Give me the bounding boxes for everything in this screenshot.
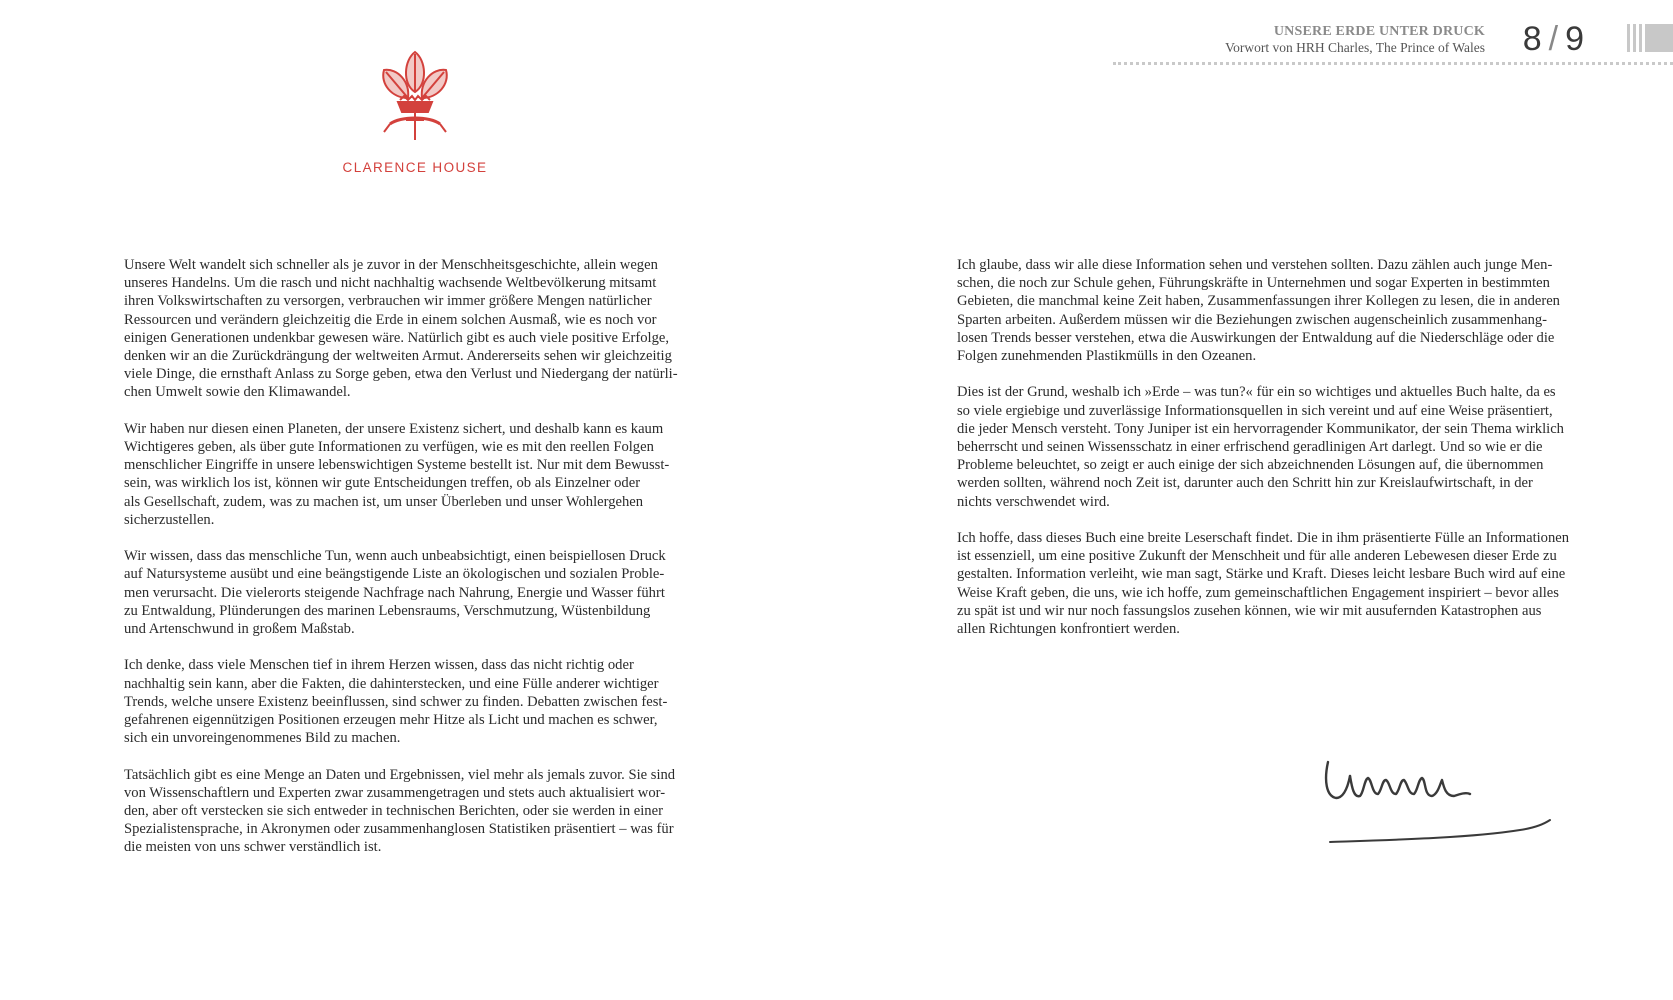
text-line: chen Umwelt sowie den Klimawandel. — [124, 384, 351, 401]
header-divider — [1113, 62, 1673, 65]
left-text-column — [124, 256, 724, 875]
text-line: Ich glaube, dass wir alle diese Information sehen und verstehen sollten. Dazu zählen auch junge Men- — [957, 257, 1553, 273]
text-line: ihren Volkswirtschaften zu versorgen, verbrauchen wir immer größere Mengen natürlicher — [124, 293, 652, 310]
chapter-subtitle: Vorwort von HRH Charles, The Prince of Wales — [1225, 40, 1485, 55]
text-line: nichts verschwendet wird. — [957, 493, 1110, 510]
text-line: Trends, welche unsere Existenz beeinflussen, sind schwer zu finden. Debatten zwischen fest- — [124, 693, 668, 710]
paragraph — [957, 383, 1617, 510]
handwritten-signature-icon — [1320, 740, 1560, 850]
text-line: unseres Handelns. Um die rasch und nicht nachhaltig wachsende Weltbevölkerung mitsamt — [124, 275, 657, 292]
text-line: viele Dinge, die ernsthaft Anlass zu Sorge geben, etwa den Verlust und Niedergang der natürli- — [124, 366, 678, 383]
text-line: und Artenschwund in großem Maßstab. — [124, 621, 355, 638]
letterhead-label: CLARENCE HOUSE — [342, 160, 488, 175]
text-line: Folgen zunehmenden Plastikmülls in den Ozeanen. — [957, 348, 1257, 365]
text-line: Wichtigeres geben, als über gute Informationen zu verfügen, wie es mit den reellen Folgen — [124, 439, 654, 456]
text-line: Ich denke, dass viele Menschen tief in ihrem Herzen wissen, dass das nicht richtig oder — [124, 657, 634, 674]
text-line: denken wir an die Zurückdrängung der weltweiten Armut. Andererseits sehen wir gleichzeitig — [124, 348, 672, 365]
text-line: Sparten arbeiten. Außerdem müssen wir die Beziehungen zwischen augenscheinlich zusammenhang- — [957, 311, 1548, 328]
text-line: Wir wissen, dass das menschliche Tun, wenn auch unbeabsichtigt, einen beispiellosen Druck — [124, 548, 666, 565]
page-current: 8 — [1522, 20, 1543, 58]
paragraph — [124, 766, 724, 857]
paragraph — [957, 529, 1617, 638]
text-line: beherrscht und seinen Wissensschatz in einer erfrischend geradlinigen Art darlegt. Und so wie er die — [957, 439, 1543, 456]
text-line: Ressourcen und verändern gleichzeitig die Erde in einem solchen Ausmaß, wie es noch vor — [124, 311, 657, 328]
text-line: als Gesellschaft, zudem, was zu machen ist, um unser Überleben und unser Wohlergehen — [124, 493, 644, 510]
text-line: nachhaltig sein kann, aber die Fakten, die dahinterstecken, und eine Fülle anderer wichtiger — [124, 675, 659, 692]
text-line: den, aber oft verstecken sie sich entweder in technischen Berichten, oder sie werden in einer — [124, 803, 663, 820]
paragraph — [124, 420, 724, 529]
paragraph — [957, 256, 1617, 365]
page-separator: / — [1548, 20, 1560, 58]
text-line: zu spät ist und wir nur noch fassungslos zusehen können, wie wir mit ausufernden Katastrophen aus — [957, 602, 1542, 619]
paragraph — [124, 256, 724, 402]
text-line: Dies ist der Grund, weshalb ich »Erde – was tun?« für ein so wichtiges und aktuelles Buch halte, da es — [957, 384, 1556, 401]
text-line: Weise Kraft geben, die uns, wie ich hoffe, zum gemeinschaftlichen Engagement inspiriert – bevor alles — [957, 584, 1559, 601]
text-line: ist essenziell, um eine positive Zukunft der Menschheit und für alle anderen Lebewesen dieser Erde zu — [957, 548, 1557, 565]
page-header — [1113, 22, 1673, 72]
text-line: so viele ergiebige und zuverlässige Informationsquellen in sich vereint und auf eine Weise präsentiert, — [957, 402, 1553, 419]
text-line: sicherzustellen. — [124, 511, 215, 528]
text-line: werden sollten, während noch Zeit ist, darunter auch den Schritt hin zur Kreislaufwirtschaft, in der — [957, 475, 1533, 492]
text-line: menschlicher Eingriffe in unsere lebenswichtigen Systeme bestellt ist. Nur mit dem Bewusst- — [124, 457, 670, 474]
book-title: UNSERE ERDE UNTER DRUCK — [1273, 24, 1485, 39]
prince-of-wales-feathers-icon — [370, 44, 460, 144]
page-total: 9 — [1565, 20, 1585, 58]
text-line: schen, die noch zur Schule gehen, Führungskräfte in Unternehmen und sogar Experten in bestimmten — [957, 275, 1550, 292]
text-line: men verursacht. Die vielerorts steigende Nachfrage nach Nahrung, Energie und Wasser führt — [124, 584, 665, 601]
text-line: Gebieten, die manchmal keine Zeit haben, Zusammenfassungen ihrer Kollegen zu lesen, die in anderen — [957, 293, 1560, 310]
text-line: Tatsächlich gibt es eine Menge an Daten und Ergebnissen, viel mehr als jemals zuvor. Sie sind — [124, 766, 676, 783]
text-line: sich ein unvoreingenommenes Bild zu machen. — [124, 730, 401, 747]
page-indicator — [1523, 20, 1585, 59]
text-line: zu Entwaldung, Plünderungen des marinen Lebensraums, Verschmutzung, Wüstenbildung — [124, 602, 651, 619]
running-header — [1225, 24, 1485, 56]
text-line: sein, was wirklich los ist, können wir gute Entscheidungen treffen, ob als Einzelner oder — [124, 475, 641, 492]
text-line: einigen Generationen undenkbar gewesen wäre. Natürlich gibt es auch viele positive Erfolge, — [124, 329, 670, 346]
text-line: losen Trends besser verstehen, etwa die Auswirkungen der Entwaldung auf die Niederschläge oder die — [957, 329, 1555, 346]
text-line: Unsere Welt wandelt sich schneller als je zuvor in der Menschheitsgeschichte, allein wegen — [124, 257, 658, 273]
right-text-column — [957, 256, 1617, 656]
page-tab-icon[interactable] — [1627, 24, 1673, 52]
text-line: Wir haben nur diesen einen Planeten, der unsere Existenz sichert, und deshalb kann es kaum — [124, 420, 664, 437]
text-line: die meisten von uns schwer verständlich ist. — [124, 839, 382, 856]
text-line: gestalten. Information verleiht, wie man sagt, Stärke und Kraft. Dieses leicht lesbare Buch wird auf eine — [957, 566, 1566, 583]
text-line: von Wissenschaftlern und Experten zwar zusammengetragen und stets auch aktualisiert wor- — [124, 784, 666, 801]
text-line: Spezialistensprache, in Akronymen oder zusammenhanglosen Statistiken präsentiert – was für — [124, 821, 674, 838]
text-line: allen Richtungen konfrontiert werden. — [957, 621, 1180, 638]
paragraph — [124, 547, 724, 638]
paragraph — [124, 656, 724, 747]
text-line: Ich hoffe, dass dieses Buch eine breite Leserschaft findet. Die in ihm präsentierte Fülle an Informationen — [957, 530, 1570, 547]
text-line: Probleme beleuchtet, so zeigt er auch einige der sich abzeichnenden Lösungen auf, die übernommen — [957, 457, 1544, 474]
text-line: gefahrenen eigennützigen Positionen erzeugen mehr Hitze als Licht und machen es schwer, — [124, 712, 658, 729]
text-line: die jeder Mensch versteht. Tony Juniper ist ein hervorragender Kommunikator, der sein Thema wirklich — [957, 420, 1564, 437]
text-line: auf Natursysteme ausübt und eine beängstigende Liste an ökologischen und sozialen Proble- — [124, 566, 665, 583]
